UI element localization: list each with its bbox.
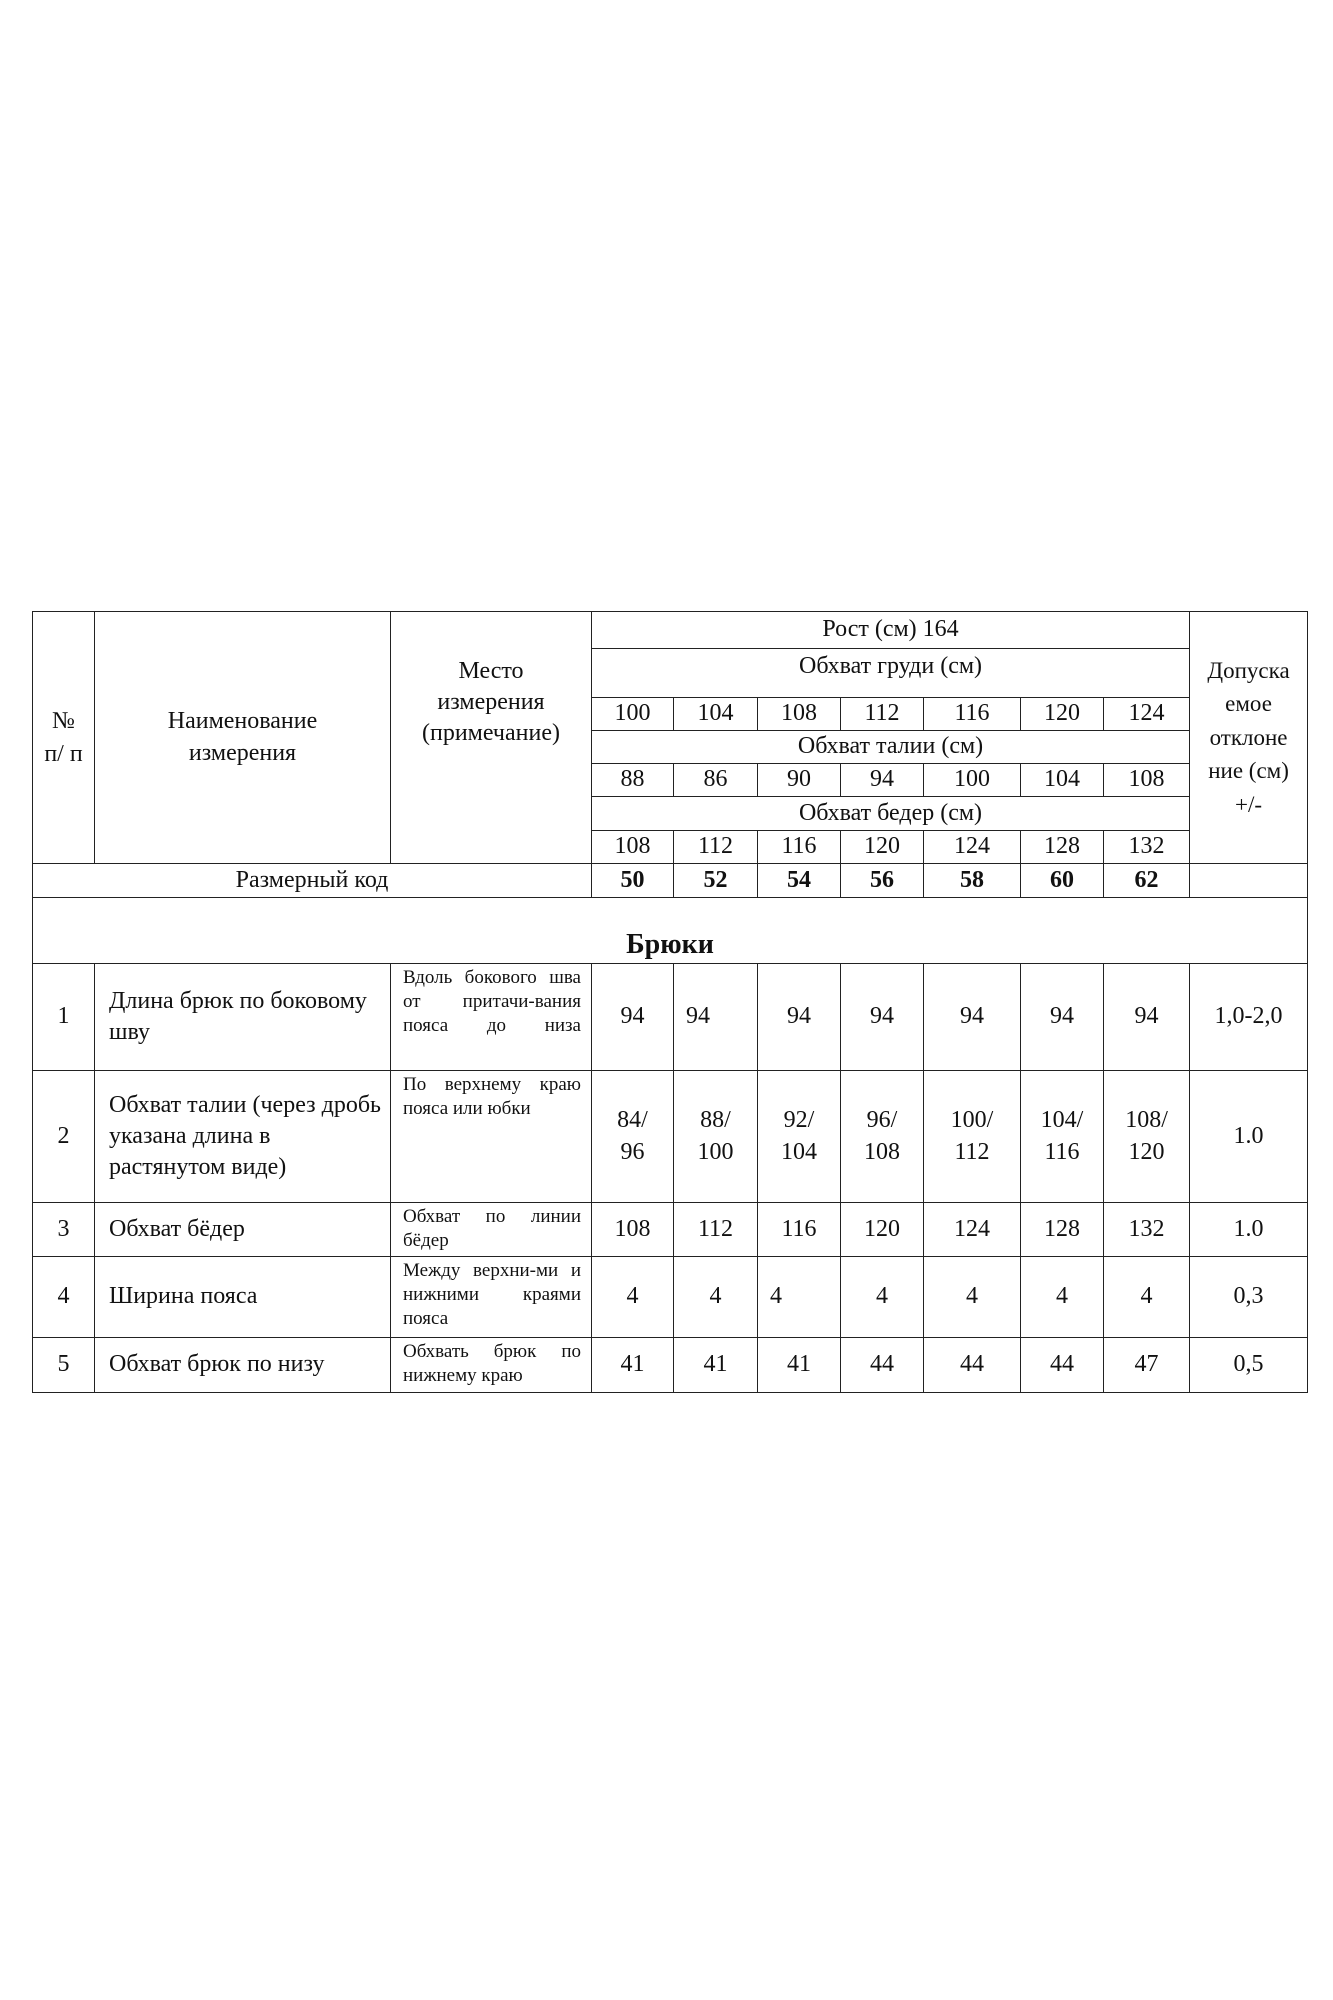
size-code: 62 [1104,864,1190,898]
waist-value: 88 [592,764,674,797]
chest-value: 108 [758,698,841,731]
size-code-label: Размерный код [33,864,592,898]
row-value: 132 [1104,1203,1190,1257]
row-value: 47 [1104,1338,1190,1393]
row-number: 4 [33,1257,95,1338]
section-title: Брюки [33,898,1308,964]
row-name: Длина брюк по боковому шву [95,964,391,1071]
size-code: 50 [592,864,674,898]
place-column-header: Место измерения (примечание) [391,612,592,864]
row-value: 44 [924,1338,1021,1393]
row-number: 2 [33,1071,95,1203]
row-note: По верхнему краю пояса или юбки [391,1071,592,1203]
waist-value: 90 [758,764,841,797]
row-value: 94 [1104,964,1190,1071]
row-tolerance: 1,0-2,0 [1190,964,1308,1071]
row-value: 94 [841,964,924,1071]
waist-value: 94 [841,764,924,797]
hips-label: Обхват бедер (см) [592,797,1190,831]
row-tolerance: 1.0 [1190,1203,1308,1257]
row-value: 4 [924,1257,1021,1338]
size-code: 60 [1021,864,1104,898]
waist-label: Обхват талии (см) [592,731,1190,764]
row-name: Обхват бёдер [95,1203,391,1257]
row-value: 4 [841,1257,924,1338]
row-value: 104/ 116 [1021,1071,1104,1203]
chest-value: 112 [841,698,924,731]
number-column-header: № п/ п [33,612,95,864]
size-code-empty [1190,864,1308,898]
hips-value: 120 [841,831,924,864]
row-value: 124 [924,1203,1021,1257]
row-value: 92/ 104 [758,1071,841,1203]
size-code: 56 [841,864,924,898]
hips-value: 128 [1021,831,1104,864]
row-value: 4 [674,1257,758,1338]
row-value: 94 [1021,964,1104,1071]
row-value: 112 [674,1203,758,1257]
row-value: 96/ 108 [841,1071,924,1203]
chest-label: Обхват груди (см) [592,649,1190,698]
size-code-row [33,864,1308,898]
row-value: 94 [924,964,1021,1071]
hips-value: 108 [592,831,674,864]
row-number: 1 [33,964,95,1071]
table-row [33,964,1308,1071]
chest-value: 124 [1104,698,1190,731]
row-number: 5 [33,1338,95,1393]
row-tolerance: 1.0 [1190,1071,1308,1203]
waist-value: 86 [674,764,758,797]
row-value: 94 [674,964,758,1071]
row-value: 116 [758,1203,841,1257]
row-value: 4 [1104,1257,1190,1338]
hips-value: 132 [1104,831,1190,864]
row-value: 100/ 112 [924,1071,1021,1203]
row-value: 41 [592,1338,674,1393]
row-value: 44 [841,1338,924,1393]
row-tolerance: 0,3 [1190,1257,1308,1338]
hips-value: 124 [924,831,1021,864]
row-note: Обхват по линии бёдер [391,1203,592,1257]
row-value: 41 [674,1338,758,1393]
waist-value: 108 [1104,764,1190,797]
size-chart-table [32,611,1308,1393]
table-row [33,1203,1308,1257]
row-note: Вдоль бокового шва от притачи-вания пояса до низа [391,964,592,1071]
chest-value: 120 [1021,698,1104,731]
row-value: 120 [841,1203,924,1257]
size-code: 54 [758,864,841,898]
row-number: 3 [33,1203,95,1257]
row-value: 128 [1021,1203,1104,1257]
waist-value: 100 [924,764,1021,797]
row-value: 84/ 96 [592,1071,674,1203]
row-value: 44 [1021,1338,1104,1393]
size-chart-sheet [32,611,1307,1393]
row-tolerance: 0,5 [1190,1338,1308,1393]
row-value: 4 [1021,1257,1104,1338]
row-value: 88/ 100 [674,1071,758,1203]
size-code: 58 [924,864,1021,898]
row-value: 94 [592,964,674,1071]
row-name: Ширина пояса [95,1257,391,1338]
name-column-header: Наименование измерения [95,612,391,864]
chest-value: 100 [592,698,674,731]
table-row [33,1257,1308,1338]
row-value: 4 [758,1257,841,1338]
row-name: Обхват брюк по низу [95,1338,391,1393]
chest-value: 104 [674,698,758,731]
row-note: Между верхни-ми и нижними краями пояса [391,1257,592,1338]
row-value: 108/ 120 [1104,1071,1190,1203]
row-value: 108 [592,1203,674,1257]
table-row [33,1071,1308,1203]
hips-value: 112 [674,831,758,864]
row-name: Обхват талии (через дробь указана длина в растянутом виде) [95,1071,391,1203]
row-value: 94 [758,964,841,1071]
hips-value: 116 [758,831,841,864]
size-code: 52 [674,864,758,898]
table-row [33,1338,1308,1393]
row-note: Обхвать брюк по нижнему краю [391,1338,592,1393]
height-header: Рост (см) 164 [592,612,1190,649]
waist-value: 104 [1021,764,1104,797]
row-value: 41 [758,1338,841,1393]
chest-value: 116 [924,698,1021,731]
tolerance-column-header: Допуска емое отклоне ние (см) +/- [1190,612,1308,864]
row-value: 4 [592,1257,674,1338]
